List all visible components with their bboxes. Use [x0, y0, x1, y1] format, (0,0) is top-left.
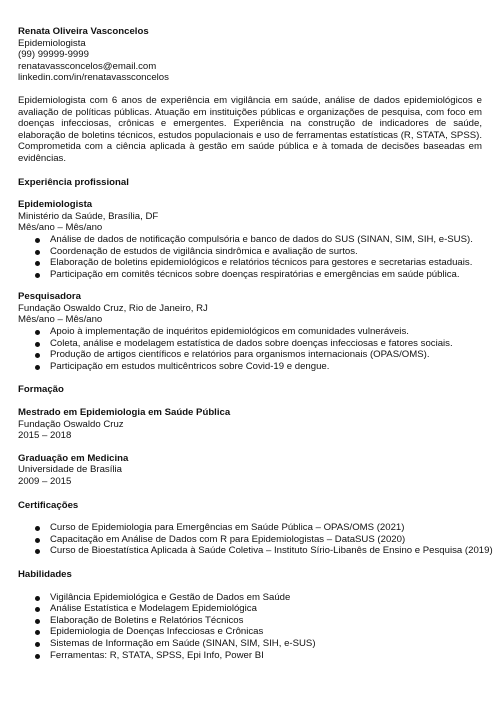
education-heading: Formação — [18, 384, 64, 396]
list-item: Produção de artigos científicos e relatórios para organismos internacionais (OPAS/OMS). — [18, 349, 482, 361]
job-period: Mês/ano – Mês/ano — [18, 314, 103, 326]
job-period: Mês/ano – Mês/ano — [18, 222, 103, 234]
skills-heading: Habilidades — [18, 568, 72, 580]
list-item: Epidemiologia de Doenças Infecciosas e Crônicas — [18, 626, 482, 638]
phone: (99) 99999-9999 — [18, 49, 89, 61]
list-item: Sistemas de Informação em Saúde (SINAN, SIM, SIH, e-SUS) — [18, 638, 482, 650]
linkedin: linkedin.com/in/renatavassconcelos — [18, 72, 169, 84]
job-org: Fundação Oswaldo Cruz, Rio de Janeiro, RJ — [18, 302, 208, 314]
candidate-title: Epidemiologista — [18, 37, 86, 49]
list-item: Ferramentas: R, STATA, SPSS, Epi Info, Power BI — [18, 650, 482, 662]
education-entry — [18, 407, 482, 442]
summary: Epidemiologista com 6 anos de experiência em vigilância em saúde, análise de dados epidemiológicos e avaliação de políticas públicas. Atuação em instituições públicas e organizações de pesquisa, com foco em doenças infecciosas, crônicas e emergentes. Experiência na construção de indicadores de saúde, elaboração de boletins técnicos, estudos populacionais e uso de ferramentas estatísticas (R, STATA, SPSS). Comprometida com a ciência aplicada à gestão em saúde pública e à tomada de decisões baseadas em evidências. — [18, 94, 482, 164]
school: Fundação Oswaldo Cruz — [18, 418, 124, 430]
job-bullets — [18, 234, 482, 280]
list-item: Apoio à implementação de inquéritos epidemiológicos em comunidades vulneráveis. — [18, 326, 482, 338]
certifications-list — [18, 522, 493, 557]
school: Universidade de Brasília — [18, 464, 122, 476]
job-role: Pesquisadora — [18, 291, 81, 303]
experience-heading: Experiência profissional — [18, 176, 129, 188]
job-entry — [18, 291, 482, 372]
list-item: Curso de Bioestatística Aplicada à Saúde Coletiva – Instituto Sírio-Libanês de Ensino e Pesquisa (2019) — [18, 545, 482, 557]
list-item: Vigilância Epidemiológica e Gestão de Dados em Saúde — [18, 592, 482, 604]
degree: Mestrado em Epidemiologia em Saúde Pública — [18, 407, 231, 419]
job-entry — [18, 199, 482, 280]
candidate-name: Renata Oliveira Vasconcelos — [18, 26, 149, 37]
skills-list — [18, 592, 482, 662]
list-item: Análise de dados de notificação compulsória e banco de dados do SUS (SINAN, SIM, SIH, e-SUS). — [18, 234, 482, 246]
list-item: Participação em comitês técnicos sobre doenças respiratórias e emergências em saúde pública. — [18, 269, 482, 281]
list-item: Capacitação em Análise de Dados com R para Epidemiologistas – DataSUS (2020) — [18, 534, 482, 546]
degree: Graduação em Medicina — [18, 452, 129, 464]
email: renatavassconcelos@email.com — [18, 60, 157, 72]
job-bullets — [18, 326, 482, 372]
job-org: Ministério da Saúde, Brasília, DF — [18, 210, 159, 222]
list-item: Curso de Epidemiologia para Emergências em Saúde Pública – OPAS/OMS (2021) — [18, 522, 482, 534]
certifications-heading: Certificações — [18, 499, 79, 511]
list-item: Coleta, análise e modelagem estatística de dados sobre doenças infecciosas e fatores sociais. — [18, 338, 482, 350]
list-item: Elaboração de Boletins e Relatórios Técnicos — [18, 615, 482, 627]
list-item: Participação em estudos multicêntricos sobre Covid-19 e dengue. — [18, 361, 482, 373]
list-item: Elaboração de boletins epidemiológicos e relatórios técnicos para gestores e secretarias estaduais. — [18, 257, 482, 269]
list-item: Coordenação de estudos de vigilância sindrômica e avaliação de surtos. — [18, 246, 482, 258]
header — [18, 26, 482, 84]
job-role: Epidemiologista — [18, 199, 93, 211]
education-period: 2009 – 2015 — [18, 476, 72, 487]
education-entry — [18, 453, 482, 488]
list-item: Análise Estatística e Modelagem Epidemiológica — [18, 603, 482, 615]
education-period: 2015 – 2018 — [18, 430, 72, 442]
